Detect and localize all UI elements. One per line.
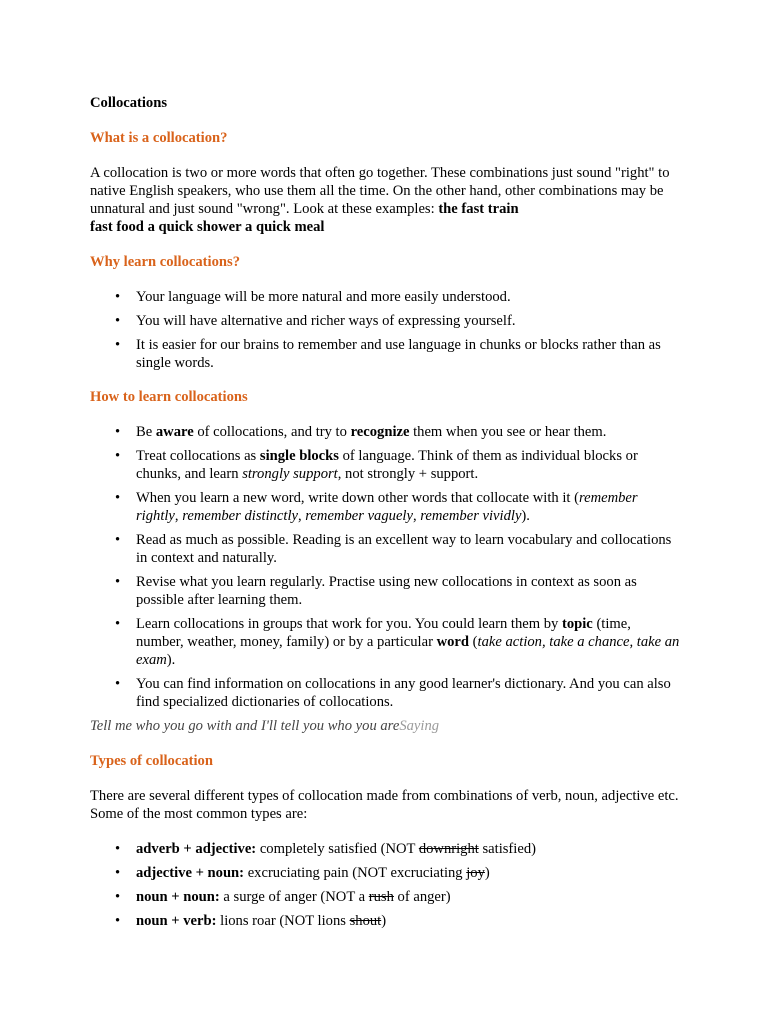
- list-item: • You will have alternative and richer ways of expressing yourself.: [136, 312, 680, 330]
- example-collocations: fast food a quick shower a quick meal: [90, 219, 325, 235]
- list-item: • noun + verb: lions roar (NOT lions shout): [136, 912, 680, 930]
- quote-source: Saying: [399, 718, 440, 734]
- example-fast-train: the fast train: [438, 201, 519, 217]
- section-heading-what: What is a collocation?: [90, 130, 228, 146]
- list-item: • Your language will be more natural and more easily understood.: [136, 288, 680, 306]
- list-item: • Revise what you learn regularly. Practise using new collocations in context as soon as possible after learning them.: [136, 573, 680, 609]
- list-item: • Treat collocations as single blocks of language. Think of them as individual blocks or chunks, and learn strongly support, not strongly + support.: [136, 447, 680, 483]
- list-item: • Read as much as possible. Reading is an excellent way to learn vocabulary and collocations in context and naturally.: [136, 531, 680, 567]
- what-paragraph-text: A collocation is two or more words that often go together. These combinations just sound "right" to native English speakers, who use them all the time. On the other hand, other combinations may be unnatural and just sound "wrong". Look at these examples:: [90, 165, 670, 217]
- section-heading-why: Why learn collocations?: [90, 254, 240, 270]
- section-heading-how: How to learn collocations: [90, 389, 248, 405]
- why-list: [90, 288, 680, 372]
- list-item: • It is easier for our brains to remember and use language in chunks or blocks rather than as single words.: [136, 336, 680, 372]
- list-item: • Be aware of collocations, and try to recognize them when you see or hear them.: [136, 423, 680, 441]
- what-paragraph: [90, 164, 680, 236]
- saying-quote: [90, 717, 680, 735]
- how-list: [90, 423, 680, 711]
- list-item: • Learn collocations in groups that work for you. You could learn them by topic (time, number, weather, money, family) or by a particular word (take action, take a chance, take an exam).: [136, 615, 680, 669]
- section-heading-types: Types of collocation: [90, 753, 213, 769]
- list-item: • adjective + noun: excruciating pain (NOT excruciating joy): [136, 864, 680, 882]
- list-item: • When you learn a new word, write down other words that collocate with it (remember rightly, remember distinctly, remember vaguely, remember vividly).: [136, 489, 680, 525]
- types-intro: There are several different types of collocation made from combinations of verb, noun, adjective etc. Some of the most common types are:: [90, 788, 679, 822]
- list-item: • adverb + adjective: completely satisfied (NOT downright satisfied): [136, 840, 680, 858]
- list-item: • You can find information on collocations in any good learner's dictionary. And you can also find specialized dictionaries of collocations.: [136, 675, 680, 711]
- page-title: Collocations: [90, 95, 168, 111]
- types-list: [90, 840, 680, 930]
- quote-text: Tell me who you go with and I'll tell you who you are: [90, 718, 400, 734]
- list-item: • noun + noun: a surge of anger (NOT a rush of anger): [136, 888, 680, 906]
